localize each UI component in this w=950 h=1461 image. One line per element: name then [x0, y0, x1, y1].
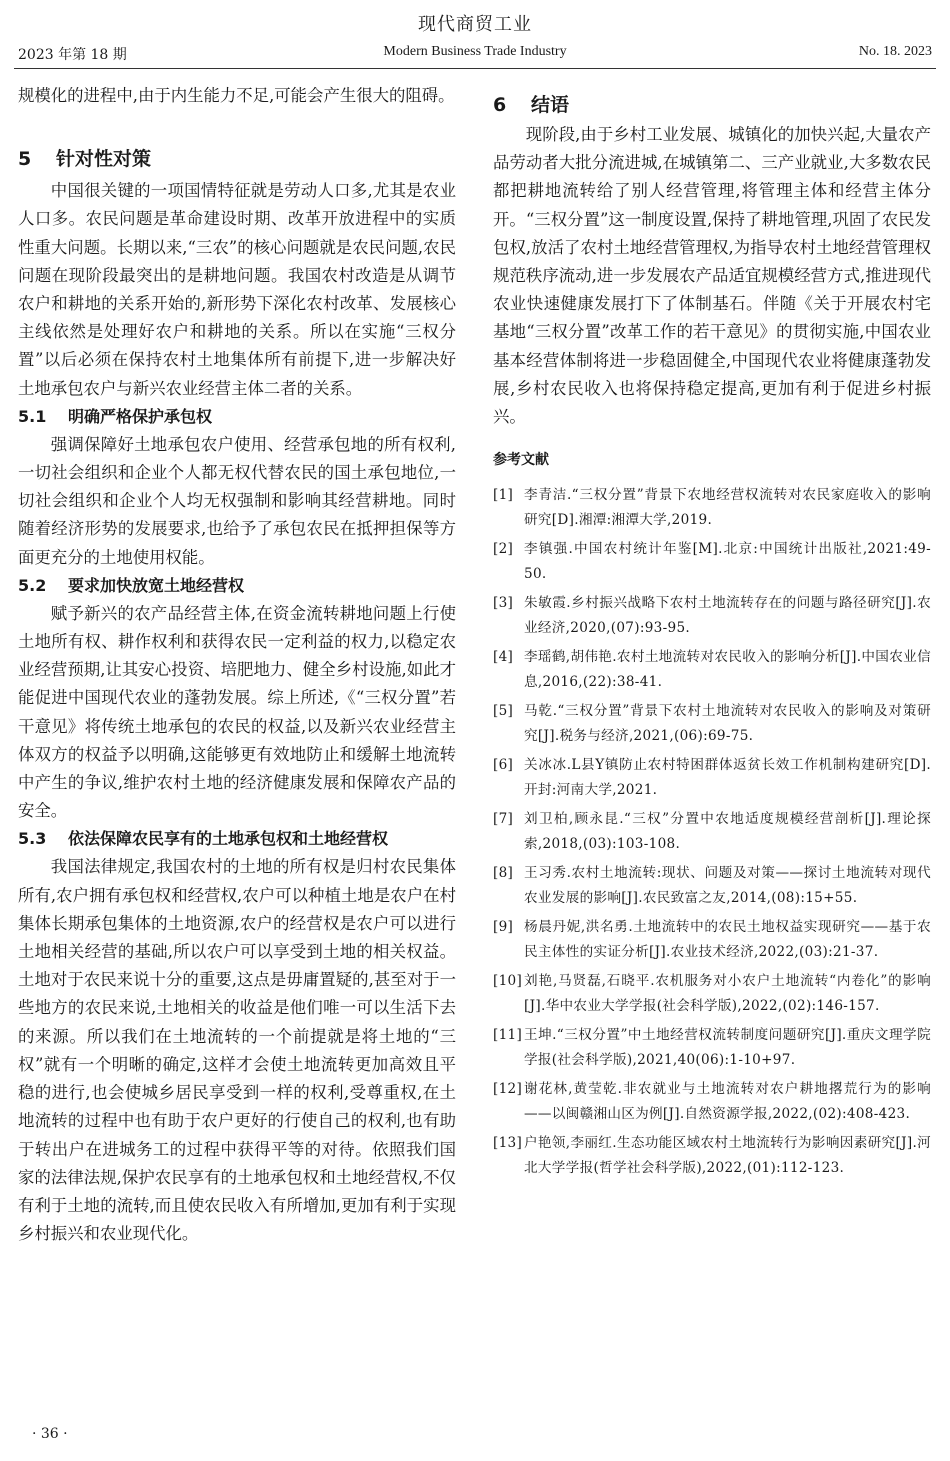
reference-item: [493, 1023, 931, 1072]
references-heading: 参考文献: [493, 452, 549, 469]
reference-number: [10]: [493, 973, 523, 990]
reference-item: [493, 807, 931, 856]
reference-text: 李瑶鹤,胡伟艳.农村土地流转对农民收入的影响分析[J].中国农业信息,2016,(22):38-41.: [524, 649, 931, 690]
reference-text: 刘艳,马贤磊,石晓平.农机服务对小农户土地流转“内卷化”的影响[J].华中农业大学学报(社会科学版),2022,(02):146-157.: [524, 973, 931, 1014]
section-title: 依法保障农民享有的土地承包权和土地经营权: [68, 829, 389, 849]
reference-text: 王习秀.农村土地流转:现状、问题及对策——探讨土地流转对现代农业发展的影响[J].农民致富之友,2014,(08):15+55.: [524, 865, 931, 906]
reference-number: [13]: [493, 1135, 523, 1152]
reference-text: 王坤.“三权分置”中土地经营权流转制度问题研究[J].重庆文理学院学报(社会科学版),2021,40(06):1-10+97.: [524, 1027, 931, 1068]
reference-number: [11]: [493, 1027, 523, 1044]
reference-item: [493, 915, 931, 964]
section-5-body: 中国很关键的一项国情特征就是劳动人口多,尤其是农业人口多。农民问题是革命建设时期、改革开放进程中的实质性重大问题。长期以来,“三农”的核心问题就是农民问题,农民问题在现阶段最突出的是耕地问题。我国农村改造是从调节农户和耕地的关系开始的,新形势下深化农村改革、发展核心主线依然是处理好农户和耕地的关系。所以在实施“三权分置”以后必须在保持农村土地集体所有前提下,进一步解决好土地承包农户与新兴农业经营主体二者的关系。: [18, 181, 456, 398]
issue-cn: 2023 年第 18 期: [18, 47, 127, 63]
reference-text: 朱敏霞.乡村振兴战略下农村土地流转存在的问题与路径研究[J].农业经济,2020,(07):93-95.: [524, 595, 931, 636]
section-number: 5.3: [18, 829, 47, 849]
section-5-3-body: 我国法律规定,我国农村的土地的所有权是归村农民集体所有,农户拥有承包权和经营权,农户可以种植土地是农户在村集体长期承包集体的土地资源,农户的经营权是农户可以进行土地相关经营的基础,所以农户可以享受到土地的相关权益。土地对于农民来说十分的重要,这点是毋庸置疑的,甚至对于一些地方的农民来说,土地相关的收益是他们唯一可以生活下去的来源。所以我们在土地流转的一个前提就是将土地的“三权”就有一个明晰的确定,这样才会使土地流转更加高效且平稳的进行,也会使城乡居民享受到一样的权利,受尊重权,在土地流转的过程中也有助于农户更好的行使自己的权利,也有助于转出户在进城务工的过程中获得平等的对待。依照我们国家的法律法规,保护农民享有的土地承包权和土地经营权,不仅有利于土地的流转,而且使农民收入有所增加,更加有利于实现乡村振兴和农业现代化。: [18, 857, 456, 1244]
intro-paragraph: 规模化的进程中,由于内生能力不足,可能会产生很大的阻碍。: [18, 86, 455, 105]
reference-text: 刘卫柏,顾永昆.“三权”分置中农地适度规模经营剖析[J].理论探索,2018,(03):103-108.: [524, 811, 931, 852]
section-title: 结语: [531, 94, 570, 116]
left-column: [18, 82, 456, 1248]
section-number: 6: [493, 94, 507, 116]
journal-title-cn: 现代商贸工业: [418, 14, 532, 35]
reference-item: [493, 537, 931, 586]
reference-text: 户艳领,李丽红.生态功能区域农村土地流转行为影响因素研究[J].河北大学学报(哲学社会科学版),2022,(01):112-123.: [524, 1135, 931, 1176]
section-6-body: 现阶段,由于乡村工业发展、城镇化的加快兴起,大量农产品劳动者大批分流进城,在城镇第二、三产业就业,大多数农民都把耕地流转给了别人经营管理,将管理主体和经营主体分开。“三权分置”这一制度设置,保持了耕地管理,巩固了农民发包权,放活了农村土地经营管理权,为指导农村土地经营管理权规范秩序流动,进一步发展农产品适宜规模经营方式,推进现代农业快速健康发展打下了体制基石。伴随《关于开展农村宅基地“三权分置”改革工作的若干意见》的贯彻实施,中国农业基本经营体制将进一步稳固健全,中国现代农业将健康蓬勃发展,乡村农民收入也将保持稳定提高,更加有利于促进乡村振兴。: [493, 125, 931, 427]
reference-number: [4]: [493, 649, 514, 666]
reference-item: [493, 483, 931, 532]
reference-text: 关冰冰.L县Y镇防止农村特困群体返贫长效工作机制构建研究[D].开封:河南大学,2021.: [524, 757, 931, 798]
section-5-1-body: 强调保障好土地承包农户使用、经营承包地的所有权利,一切社会组织和企业个人都无权代替农民的国土承包地位,一切社会组织和企业个人均无权强制和影响其经营耕地。同时随着经济形势的发展要求,也给予了承包农民在抵押担保等方面更充分的土地使用权能。: [18, 434, 456, 567]
reference-text: 李镇强.中国农村统计年鉴[M].北京:中国统计出版社,2021:49-50.: [524, 541, 931, 582]
reference-item: [493, 645, 931, 694]
reference-item: [493, 861, 931, 910]
references-list: [493, 483, 931, 1180]
reference-item: [493, 699, 931, 748]
reference-number: [5]: [493, 703, 514, 720]
section-title: 要求加快放宽土地经营权: [68, 575, 245, 595]
issue-en: No. 18. 2023: [858, 44, 932, 59]
reference-item: [493, 753, 931, 802]
reference-item: [493, 1077, 931, 1126]
reference-item: [493, 1131, 931, 1180]
reference-item: [493, 969, 931, 1018]
reference-number: [6]: [493, 757, 514, 774]
reference-number: [9]: [493, 919, 514, 936]
reference-number: [2]: [493, 541, 514, 558]
reference-text: 李青洁.“三权分置”背景下农地经营权流转对农民家庭收入的影响研究[D].湘潭:湘潭大学,2019.: [524, 487, 931, 528]
reference-item: [493, 591, 931, 640]
section-5-2-heading: [18, 572, 456, 600]
section-5-1-heading: [18, 403, 456, 431]
section-number: 5.1: [18, 406, 47, 426]
reference-number: [8]: [493, 865, 514, 882]
section-title: 针对性对策: [56, 148, 152, 171]
right-column: [493, 82, 931, 1185]
section-6-heading: [493, 90, 931, 117]
reference-text: 谢花林,黄莹乾.非农就业与土地流转对农户耕地撂荒行为的影响——以闽赣湘山区为例[J].自然资源学报,2022,(02):408-423.: [524, 1081, 931, 1122]
header-rule: [14, 68, 936, 69]
journal-title-en: Modern Business Trade Industry: [383, 44, 567, 59]
section-number: 5.2: [18, 575, 47, 595]
reference-number: [12]: [493, 1081, 523, 1098]
section-title: 明确严格保护承包权: [68, 406, 213, 426]
reference-number: [7]: [493, 811, 514, 828]
section-number: 5: [18, 148, 32, 171]
reference-number: [3]: [493, 595, 514, 612]
reference-number: [1]: [493, 487, 514, 504]
reference-text: 杨晨丹妮,洪名勇.土地流转中的农民土地权益实现研究——基于农民主体性的实证分析[J].农业技术经济,2022,(03):21-37.: [524, 919, 931, 960]
section-5-2-body: 赋予新兴的农产品经营主体,在资金流转耕地问题上行使土地所有权、耕作权利和获得农民一定利益的权力,以稳定农业经营预期,让其安心投资、培肥地力、健全乡村设施,如此才能促进中国现代农业的蓬勃发展。综上所述,《“三权分置”若干意见》将传统土地承包的农民的权益,以及新兴农业经营主体双方的权益予以明确,这能够更有效地防止和缓解土地流转中产生的争议,维护农村土地的经济健康发展和保障农产品的安全。: [18, 603, 456, 821]
reference-text: 马乾.“三权分置”背景下农村土地流转对农民收入的影响及对策研究[J].税务与经济,2021,(06):69-75.: [524, 703, 931, 744]
section-5-heading: [18, 144, 456, 171]
page-number: · 36 ·: [32, 1426, 68, 1442]
section-5-3-heading: [18, 825, 456, 853]
